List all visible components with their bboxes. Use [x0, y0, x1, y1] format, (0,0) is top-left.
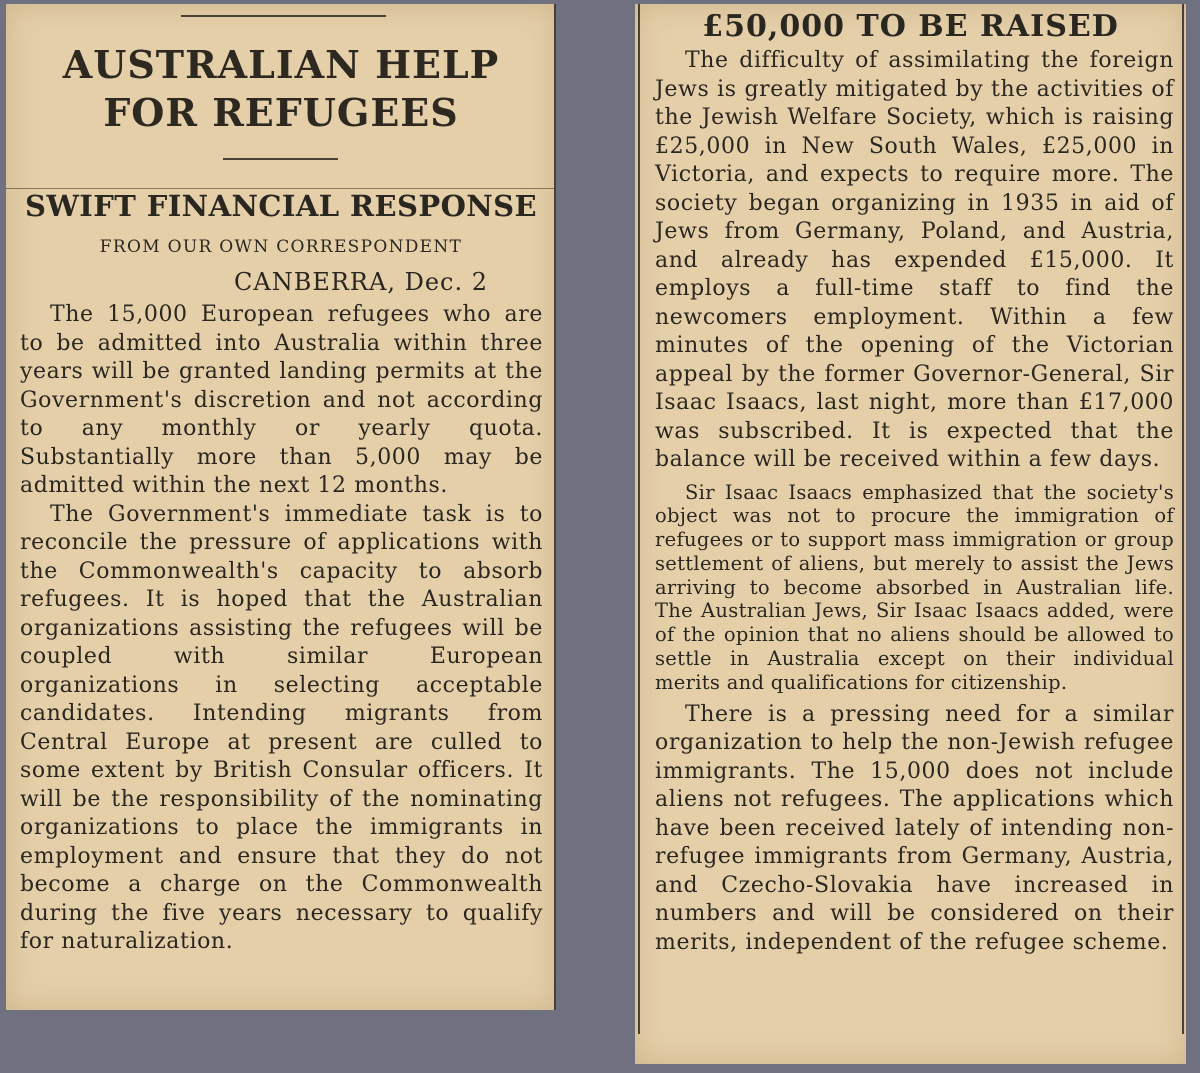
top-rule [181, 15, 386, 17]
headline-line1: AUSTRALIAN HELP [62, 42, 500, 87]
right-column-border-left [638, 4, 640, 1034]
section-headline: £50,000 TO BE RAISED [702, 9, 1119, 44]
byline: FROM OUR OWN CORRESPONDENT [99, 237, 463, 257]
left-column-border [554, 4, 556, 1010]
headline-line2: FOR REFUGEES [103, 90, 459, 135]
section-body [655, 47, 1174, 957]
right-clipping [635, 4, 1186, 1064]
dateline: CANBERRA, Dec. 2 [234, 268, 488, 296]
paragraph: The 15,000 European refugees who are to be admitted into Australia within three years will be granted landing permits at the Government's discretion and not according to any monthly or yearly quota. Substantially more than 5,000 may be admitted within the next 12 months. [20, 302, 543, 498]
paragraph: The Government's immediate task is to reconcile the pressure of applications with the Commonwealth's capacity to absorb refugees. It is hoped that the Australian organizations assisting the refugees will be coupled with similar European organizations in selecting acceptable candidates. Intending migrants from Central Europe at present are culled to some extent by British Consular officers. It will be the responsibility of the nominating organizations to place the immigrants in employment and ensure that they do not become a charge on the Commonwealth during the five years necessary to qualify for naturalization. [20, 501, 543, 954]
article-body [20, 301, 543, 957]
subheadline: SWIFT FINANCIAL RESPONSE [24, 189, 538, 223]
paragraph: Sir Isaac Isaacs emphasized that the society's object was not to procure the immigration of refugees or to support mass immigration or group settlement of aliens, but merely to assist the Jews arriving to become absorbed in Australian life. The Australian Jews, Sir Isaac Isaacs added, were of the opinion that no aliens should be allowed to settle in Australia except on their individual merits and qualifications for citizenship. [655, 480, 1174, 694]
right-column-border-right [1182, 4, 1184, 1034]
paragraph: The difficulty of assimilating the foreign Jews is greatly mitigated by the activities of the Jewish Welfare Society, which is raising £25,000 in New South Wales, £25,000 in Victoria, and expects to require more. The society began organizing in 1935 in aid of Jews from Germany, Poland, and Austria, and already has expended £15,000. It employs a full-time staff to find the newcomers employment. Within a few minutes of the opening of the Victorian appeal by the former Governor-General, Sir Isaac Isaacs, last night, more than £17,000 was subscribed. It is expected that the balance will be received within a few days. [655, 48, 1174, 472]
headline-divider [223, 158, 338, 160]
paragraph: There is a pressing need for a similar organization to help the non-Jewish refugee immigrants. The 15,000 does not include aliens not refugees. The applications which have been received lately of intending non-refugee immigrants from Germany, Austria, and Czecho-Slovakia have increased in numbers and will be considered on their merits, independent of the refugee scheme. [655, 701, 1174, 955]
left-clipping [6, 4, 556, 1010]
